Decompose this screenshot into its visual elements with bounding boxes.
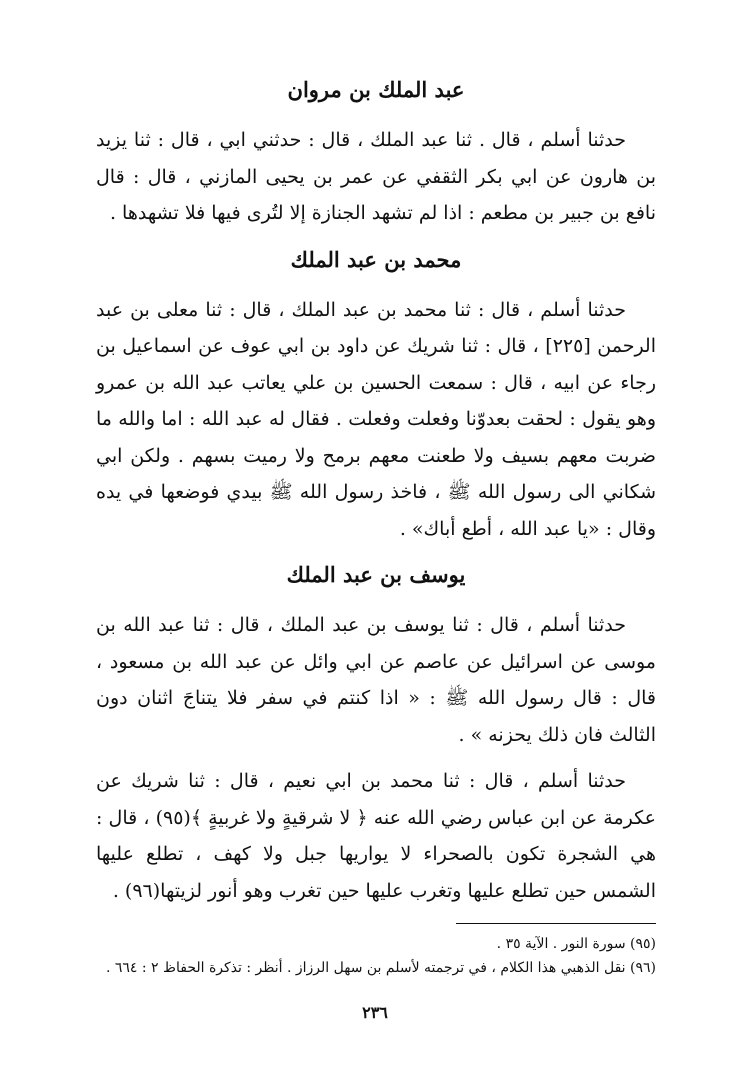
hadith-paragraph: حدثنا أسلم ، قال : ثنا محمد بن ابي نعيم ، قال : ثنا شريك عن عكرمة عن ابن عباس رضي الله عنه ﴿ لا شرقيةٍ ولا غربيةٍ ﴾(٩٥) ، قال : هي الشجرة تكون بالصحراء لا يواريها جبل ولا كهف ، تطلع عليها الشمس حين تطلع عليها وتغرب عليها حين تغرب وهو أنور لزيتها(٩٦) . <box>96 770 656 902</box>
footnote: (٩٦) نقل الذهبي هذا الكلام ، في ترجمته لأسلم بن سهل الرزاز . أنظر : تذكرة الحفاظ ٢ : ٦٦٤ . <box>105 960 656 976</box>
section-title: محمد بن عبد الملك <box>290 246 462 272</box>
section-title: يوسف بن عبد الملك <box>286 562 466 587</box>
book-page <box>96 62 656 980</box>
hadith-paragraph: حدثنا أسلم ، قال . ثنا عبد الملك ، قال : حدثني ابي ، قال : ثنا يزيد بن هارون عن ابي بكر الثقفي عن عمر بن يحيى المازني ، قال : قال نافع بن جبير بن مطعم : اذا لم تشهد الجنازة إلا لتُرى فيها فلا تشهدها . <box>96 129 656 224</box>
hadith-paragraph: حدثنا أسلم ، قال : ثنا يوسف بن عبد الملك ، قال : ثنا عبد الله بن موسى عن اسرائيل عن عاصم عن ابي وائل عن عبد الله بن مسعود ، قال : قال رسول الله ﷺ : « اذا كنتم في سفر فلا يتناجَ اثنان دون الثالث فان ذلك يحزنه » . <box>96 614 656 746</box>
page-number: ٢٣٦ <box>362 1003 388 1022</box>
footnote: (٩٥) سورة النور . الآية ٣٥ . <box>496 936 656 952</box>
section-title: عبد الملك بن مروان <box>287 77 465 102</box>
footnotes <box>96 932 656 980</box>
footnote-divider <box>456 923 656 924</box>
hadith-paragraph: حدثنا أسلم ، قال : ثنا محمد بن عبد الملك ، قال : ثنا معلى بن عبد الرحمن [٢٢٥] ، قال : ثنا شريك عن داود بن ابي عوف عن اسماعيل بن رجاء عن ابيه ، قال : سمعت الحسين بن علي يعاتب عبد الله بن عمرو وهو يقول : لحقت بعدوّنا وفعلت وفعلت . فقال له عبد الله : اما والله ما ضربت معهم بسيف ولا طعنت معهم برمح ولا رميت بسهم . ولكن ابي شكاني الى رسول الله ﷺ ، فاخذ رسول الله ﷺ بيدي فوضعها في يده وقال : «يا عبد الله ، أطع أباك» . <box>96 298 656 540</box>
